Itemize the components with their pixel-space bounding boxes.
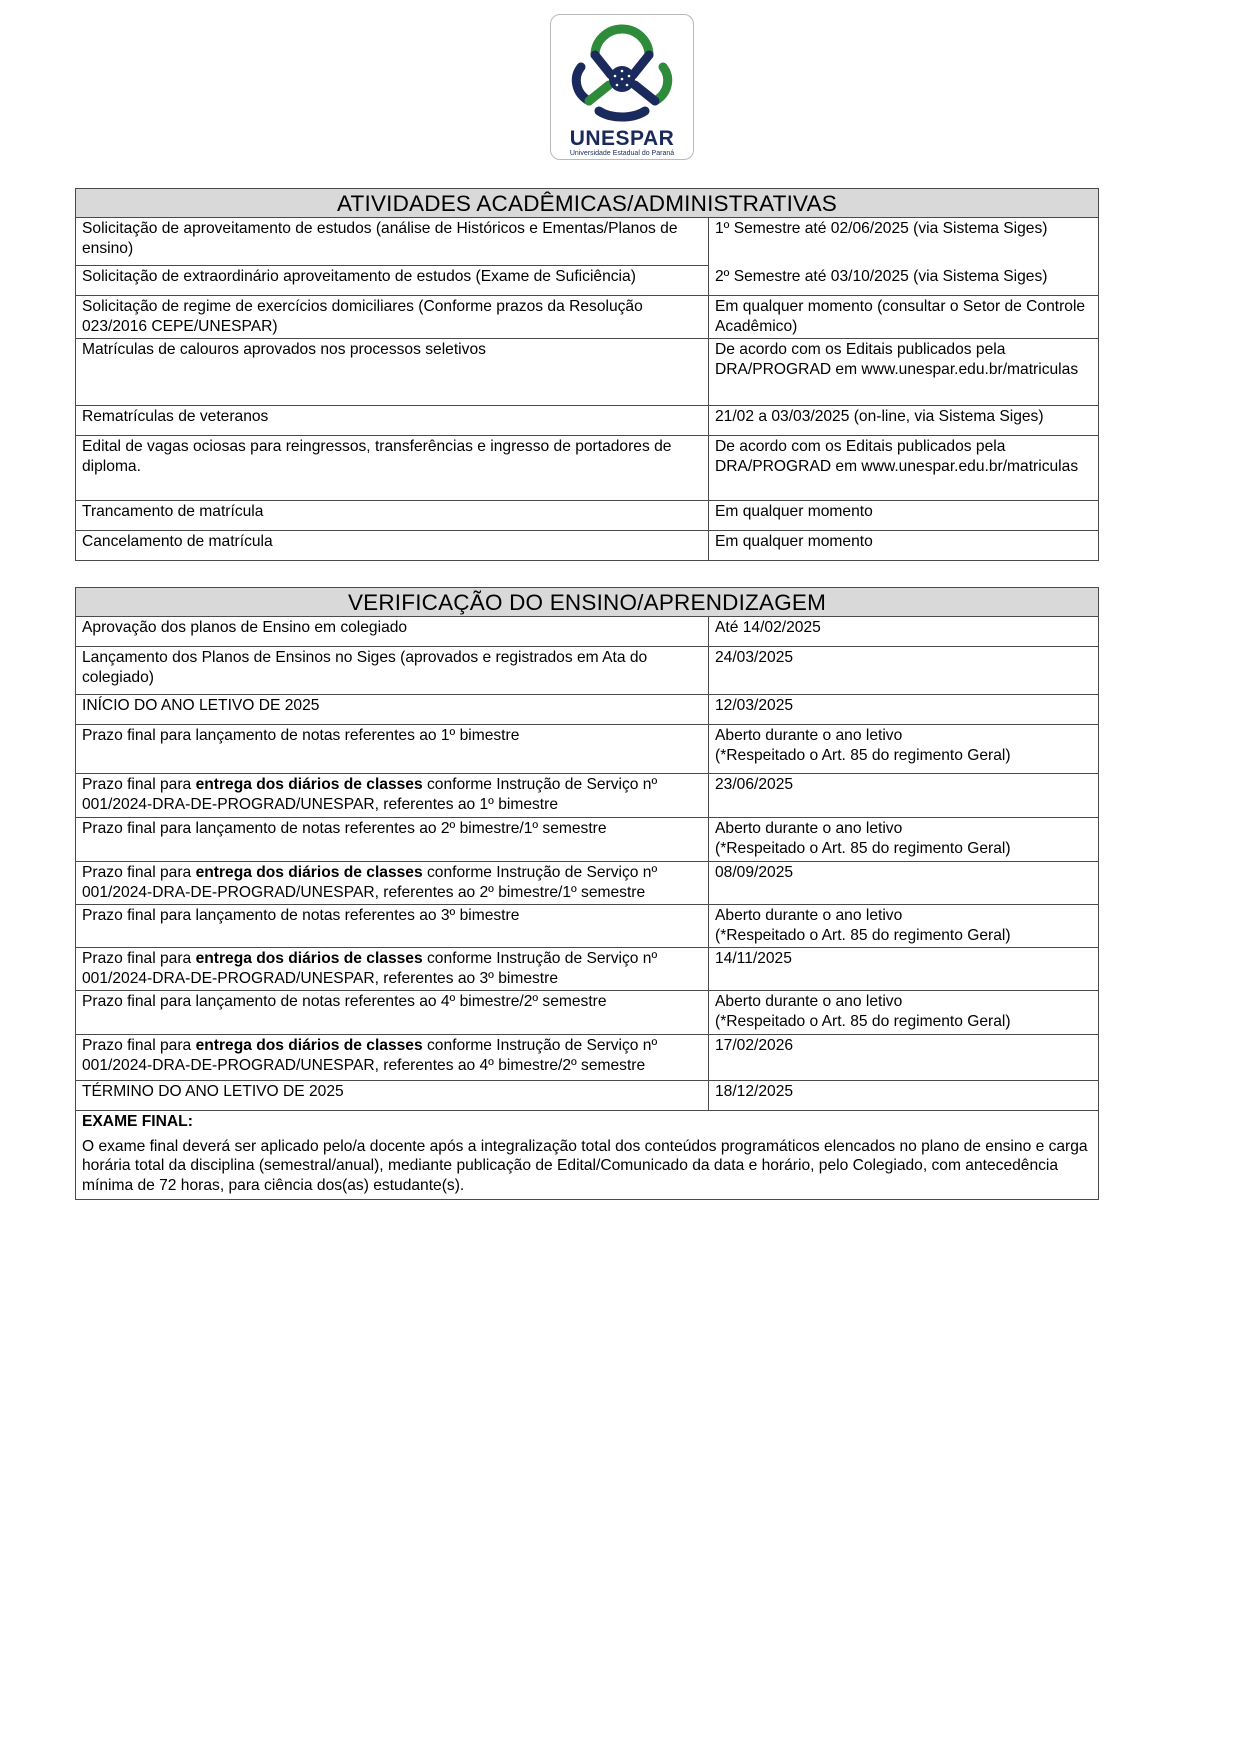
period-cell: 18/12/2025	[709, 1081, 1099, 1111]
activity-middle: conforme Instrução de Serviço nº 001/2024-DRA-DE-PROGRAD/UNESPAR,	[82, 950, 658, 987]
exam-cell	[76, 1111, 1099, 1200]
table-row	[76, 1081, 1099, 1111]
period-cell	[709, 818, 1099, 862]
activity-cell	[76, 948, 709, 991]
logo-brand-text: UNESPAR	[569, 127, 675, 150]
activity-suffix: referentes ao 4º bimestre/2º semestre	[383, 1056, 646, 1074]
table-row	[76, 406, 1099, 436]
table-row	[76, 218, 1099, 266]
period-cell: 24/03/2025	[709, 647, 1099, 695]
period-cell: Até 14/02/2025	[709, 617, 1099, 647]
table-row	[76, 905, 1099, 948]
activity-prefix: Prazo final para	[82, 864, 196, 881]
activity-emphasis: entrega dos diários de classes	[195, 1037, 423, 1054]
activity-cell: Lançamento dos Planos de Ensinos no Siges (aprovados e registrados em Ata do colegiado)	[76, 647, 709, 695]
period-line: Aberto durante o ano letivo	[715, 993, 903, 1010]
activity-cell	[76, 774, 709, 818]
period-cell	[709, 991, 1099, 1035]
activity-cell: INÍCIO DO ANO LETIVO DE 2025	[76, 695, 709, 725]
table-row	[76, 296, 1099, 339]
activity-emphasis: entrega dos diários de classes	[195, 950, 423, 967]
table-row	[76, 1035, 1099, 1081]
table-row	[76, 774, 1099, 818]
table-row	[76, 339, 1099, 406]
period-cell	[709, 905, 1099, 948]
table-row	[76, 647, 1099, 695]
table-row	[76, 695, 1099, 725]
period-cell	[709, 725, 1099, 774]
period-line: Aberto durante o ano letivo	[715, 820, 903, 837]
activity-cell: Prazo final para lançamento de notas referentes ao 2º bimestre/1º semestre	[76, 818, 709, 862]
period-line: Aberto durante o ano letivo	[715, 727, 903, 744]
academic-activities-table	[75, 188, 1099, 561]
activity-cell: Cancelamento de matrícula	[76, 531, 709, 561]
period-cell: Em qualquer momento (consultar o Setor de Controle Acadêmico)	[709, 296, 1099, 339]
period-cell: 12/03/2025	[709, 695, 1099, 725]
period-cell: 17/02/2026	[709, 1035, 1099, 1081]
activity-prefix: Prazo final para	[82, 1037, 196, 1054]
table-row	[76, 818, 1099, 862]
teaching-verification-table	[75, 587, 1099, 1200]
activity-cell	[76, 1035, 709, 1081]
table-row	[76, 991, 1099, 1035]
activity-cell: Aprovação dos planos de Ensino em colegiado	[76, 617, 709, 647]
period-note: (*Respeitado o Art. 85 do regimento Geral)	[715, 926, 1011, 944]
period-cell: De acordo com os Editais publicados pela DRA/PROGRAD em www.unespar.edu.br/matriculas	[709, 436, 1099, 501]
activity-cell: Solicitação de extraordinário aproveitamento de estudos (Exame de Suficiência)	[76, 266, 709, 296]
activity-emphasis: entrega dos diários de classes	[195, 776, 423, 793]
period-cell: De acordo com os Editais publicados pela DRA/PROGRAD em www.unespar.edu.br/matriculas	[709, 339, 1099, 406]
activity-suffix: referentes ao 1º bimestre	[383, 795, 558, 813]
activity-middle: conforme Instrução de Serviço nº 001/2024-DRA-DE-PROGRAD/UNESPAR,	[82, 776, 658, 813]
period-cell: Em qualquer momento	[709, 531, 1099, 561]
table-header-row	[76, 189, 1099, 218]
activity-prefix: Prazo final para	[82, 950, 196, 967]
table-row	[76, 617, 1099, 647]
section-title: VERIFICAÇÃO DO ENSINO/APRENDIZAGEM	[76, 588, 1099, 617]
table-header-row	[76, 588, 1099, 617]
period-note: (*Respeitado o Art. 85 do regimento Geral)	[715, 839, 1011, 857]
table-row	[76, 948, 1099, 991]
exam-heading: EXAME FINAL:	[82, 1113, 193, 1130]
logo-subtitle: Universidade Estadual do Paraná	[569, 150, 675, 157]
period-cell: 23/06/2025	[709, 774, 1099, 818]
period-line: 2º Semestre até 03/10/2025 (via Sistema Siges)	[715, 267, 1048, 285]
activity-cell	[76, 862, 709, 905]
period-line: Aberto durante o ano letivo	[715, 907, 903, 924]
unespar-emblem-icon	[551, 15, 693, 127]
activity-cell: Prazo final para lançamento de notas referentes ao 4º bimestre/2º semestre	[76, 991, 709, 1035]
period-cell: 14/11/2025	[709, 948, 1099, 991]
section-title: ATIVIDADES ACADÊMICAS/ADMINISTRATIVAS	[76, 189, 1099, 218]
activity-cell: Solicitação de regime de exercícios domiciliares (Conforme prazos da Resolução 023/2016 CEPE/UNESPAR)	[76, 296, 709, 339]
table-row	[76, 501, 1099, 531]
table-row	[76, 725, 1099, 774]
activity-cell: TÉRMINO DO ANO LETIVO DE 2025	[76, 1081, 709, 1111]
activity-cell: Solicitação de aproveitamento de estudos (análise de Históricos e Ementas/Planos de ensino)	[76, 218, 709, 266]
activity-suffix: referentes ao 3º bimestre	[383, 969, 558, 987]
activity-prefix: Prazo final para	[82, 776, 196, 793]
activity-emphasis: entrega dos diários de classes	[195, 864, 423, 881]
activity-middle: conforme Instrução de Serviço nº 001/2024-DRA-DE-PROGRAD/UNESPAR,	[82, 1037, 658, 1074]
table-row	[76, 862, 1099, 905]
table-row	[76, 436, 1099, 501]
activity-cell: Trancamento de matrícula	[76, 501, 709, 531]
exam-text: O exame final deverá ser aplicado pelo/a docente após a integralização total dos conteúdos programáticos elencados no plano de ensino e carga horária total da disciplina (semestral/anual), mediante publicação de Edital/Comunicado da data e horário, pelo Colegiado, com antecedência mínima de 72 horas, para ciência dos(as) estudante(s).	[82, 1137, 1088, 1194]
period-note: (*Respeitado o Art. 85 do regimento Geral)	[715, 746, 1011, 764]
activity-cell: Prazo final para lançamento de notas referentes ao 3º bimestre	[76, 905, 709, 948]
activity-middle: conforme Instrução de Serviço nº 001/2024-DRA-DE-PROGRAD/UNESPAR,	[82, 864, 658, 901]
activity-cell: Prazo final para lançamento de notas referentes ao 1º bimestre	[76, 725, 709, 774]
activity-cell: Edital de vagas ociosas para reingressos, transferências e ingresso de portadores de diploma.	[76, 436, 709, 501]
activity-suffix: referentes ao 2º bimestre/1º semestre	[383, 883, 646, 901]
exam-row	[76, 1111, 1099, 1200]
table-row	[76, 531, 1099, 561]
period-cell: 08/09/2025	[709, 862, 1099, 905]
period-note: (*Respeitado o Art. 85 do regimento Geral)	[715, 1012, 1011, 1030]
activity-cell: Rematrículas de veteranos	[76, 406, 709, 436]
activity-cell: Matrículas de calouros aprovados nos processos seletivos	[76, 339, 709, 406]
unespar-logo	[550, 14, 694, 160]
period-cell: 21/02 a 03/03/2025 (on-line, via Sistema Siges)	[709, 406, 1099, 436]
period-cell: Em qualquer momento	[709, 501, 1099, 531]
period-cell	[709, 218, 1099, 296]
period-line: 1º Semestre até 02/06/2025 (via Sistema Siges)	[715, 220, 1048, 237]
